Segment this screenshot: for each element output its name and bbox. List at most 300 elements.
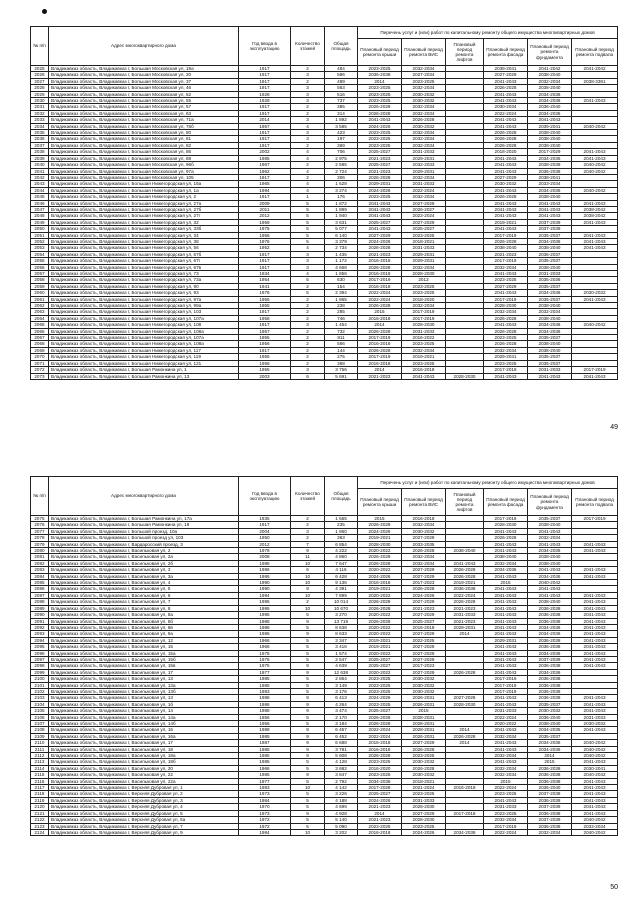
vis-period-cell: 2028-2031 <box>402 727 446 733</box>
year-built-cell: 1990 <box>239 580 291 586</box>
total-area-cell: 2 975 <box>325 155 358 161</box>
floors-cell: 4 <box>291 155 325 161</box>
row-num-cell: 2121 <box>31 810 49 816</box>
vis-period-cell: 2023-2025 <box>402 791 446 797</box>
row-num-cell: 2105 <box>31 708 49 714</box>
address-cell: Владикавказ область, Владикавказ г, Васильковая ул, 18а <box>49 753 239 759</box>
vis-period-cell: 2032-2034 <box>402 136 446 142</box>
foundation-period-cell: 2041-2043 <box>528 586 572 592</box>
vis-period-cell: 2018-2021 <box>402 238 446 244</box>
roof-period-cell: 2025-2027 <box>358 791 402 797</box>
foundation-period-cell: 2038-2040 <box>528 554 572 560</box>
row-num-cell: 2120 <box>31 804 49 810</box>
roof-period-cell: 2026-2028 <box>358 264 402 270</box>
roof-period-cell: 2025-2027 <box>358 149 402 155</box>
total-area-cell: 6 452 <box>325 733 358 739</box>
year-built-cell: 1972 <box>239 823 291 829</box>
address-cell: Владикавказ область, Владикавказ г, Большая Нижегородская ул, 67в <box>49 264 239 270</box>
roof-period-cell: 2041-2043 <box>358 206 402 212</box>
basement-period-cell: 2041-2043 <box>572 656 618 662</box>
vis-period-cell: 2026-2028 <box>402 548 446 554</box>
year-built-cell: 1972 <box>239 817 291 823</box>
row-num-cell: 2033 <box>31 117 49 123</box>
year-built-cell: 1934 <box>239 271 291 277</box>
year-built-cell: 1957 <box>239 328 291 334</box>
address-cell: Владикавказ область, Владикавказ г, Васильковая ул, 20 <box>49 765 239 771</box>
floors-cell: 2 <box>291 522 325 528</box>
total-area-cell: 5 077 <box>325 226 358 232</box>
row-num-cell: 2104 <box>31 701 49 707</box>
foundation-period-cell: 2037-2039 <box>528 219 572 225</box>
row-num-cell: 2123 <box>31 823 49 829</box>
facade-period-cell: 2041-2043 <box>484 727 528 733</box>
roof-period-cell: 2041-2043 <box>358 226 402 232</box>
foundation-period-cell: 2034-2036 <box>528 155 572 161</box>
year-built-cell: 1985 <box>239 682 291 688</box>
lifts-period-cell: 2022-2024 <box>446 592 484 598</box>
foundation-period-cell: 2034-2036 <box>528 746 572 752</box>
roof-period-cell: 2021-2023 <box>358 373 402 379</box>
vis-period-cell: 2013 <box>402 277 446 283</box>
total-area-cell: 3 270 <box>325 612 358 618</box>
year-built-cell: 2011 <box>239 206 291 212</box>
row-num-cell: 2112 <box>31 753 49 759</box>
year-built-cell: 1917 <box>239 322 291 328</box>
address-cell: Владикавказ область, Владикавказ г, Васильковая ул, 18 <box>49 746 239 752</box>
floors-cell: 10 <box>291 560 325 566</box>
facade-period-cell: 2041-2043 <box>484 631 528 637</box>
vis-period-cell: 2025-2027 <box>402 618 446 624</box>
row-num-cell: 2041 <box>31 168 49 174</box>
facade-period-cell: 2041-2043 <box>484 573 528 579</box>
facade-period-cell: 2017-2019 <box>484 258 528 264</box>
row-num-cell: 2085 <box>31 580 49 586</box>
floors-cell: 9 <box>291 586 325 592</box>
roof-period-cell: 2026-2028 <box>358 605 402 611</box>
foundation-period-cell: 2038-2040 <box>528 721 572 727</box>
total-area-cell: 4 391 <box>325 586 358 592</box>
address-cell: Владикавказ область, Владикавказ г, Большая Московская ул, 80 <box>49 130 239 136</box>
year-built-cell: 1917 <box>239 85 291 91</box>
row-num-cell: 2044 <box>31 187 49 193</box>
basement-period-cell: 2031-2033 <box>572 714 618 720</box>
address-cell: Владикавказ область, Владикавказ г, Большая Московская ул, 19а <box>49 66 239 72</box>
header-address: Адрес многоквартирного дома <box>49 477 239 516</box>
basement-period-cell: 2041-2043 <box>572 155 618 161</box>
row-num-cell: 2092 <box>31 624 49 630</box>
lifts-period-cell: 2019-2021 <box>446 580 484 586</box>
row-num-cell: 2048 <box>31 213 49 219</box>
basement-period-cell: 2040-2042 <box>572 187 618 193</box>
vis-period-cell: 2016-2018 <box>402 516 446 522</box>
foundation-period-cell: 2034-2036 <box>528 322 572 328</box>
year-built-cell: 1917 <box>239 142 291 148</box>
roof-period-cell: 2041-2043 <box>358 117 402 123</box>
floors-cell: 5 <box>291 206 325 212</box>
facade-period-cell: 2041-2043 <box>484 322 528 328</box>
year-built-cell: 1984 <box>239 829 291 835</box>
capital-repair-table-page-49 <box>30 26 618 380</box>
basement-period-cell: 2041-2043 <box>572 624 618 630</box>
total-area-cell: 3 274 <box>325 187 358 193</box>
facade-period-cell: 2041-2043 <box>484 117 528 123</box>
roof-period-cell: 2023-2025 <box>358 823 402 829</box>
year-built-cell: 1928 <box>239 91 291 97</box>
address-cell: Владикавказ область, Владикавказ г, Большая Московская ул, 88 <box>49 155 239 161</box>
roof-period-cell: 2019-2021 <box>358 586 402 592</box>
row-num-cell: 2117 <box>31 785 49 791</box>
total-area-cell: 732 <box>325 328 358 334</box>
total-area-cell: 6 854 <box>325 541 358 547</box>
row-num-cell: 2069 <box>31 347 49 353</box>
address-cell: Владикавказ область, Владикавказ г, Большая Московская ул, 96б <box>49 162 239 168</box>
foundation-period-cell: 2038-2040 <box>528 599 572 605</box>
row-num-cell: 2086 <box>31 586 49 592</box>
address-cell: Владикавказ область, Владикавказ г, Большая Московская ул, 105 <box>49 174 239 180</box>
total-area-cell: 9 136 <box>325 580 358 586</box>
row-num-cell: 2058 <box>31 277 49 283</box>
facade-period-cell: 2041-2043 <box>484 541 528 547</box>
address-cell: Владикавказ область, Владикавказ г, Васильковая ул, 5 <box>49 586 239 592</box>
address-cell: Владикавказ область, Владикавказ г, Васильковая ул, 17 <box>49 740 239 746</box>
vis-period-cell: 2028-2030 <box>402 322 446 328</box>
roof-period-cell: 2017-2019 <box>358 354 402 360</box>
facade-period-cell: 2041-2043 <box>484 373 528 379</box>
roof-period-cell: 2017-2019 <box>358 335 402 341</box>
total-area-cell: 363 <box>325 535 358 541</box>
row-num-cell: 2039 <box>31 155 49 161</box>
vis-period-cell: 2026-2028 <box>402 117 446 123</box>
header-lifts: Плановый период ремонта лифтов <box>446 489 484 516</box>
roof-period-cell: 2023-2025 <box>358 85 402 91</box>
total-area-cell: 1 574 <box>325 650 358 656</box>
facade-period-cell: 2041-2043 <box>484 618 528 624</box>
floors-cell: 4 <box>291 181 325 187</box>
row-num-cell: 2032 <box>31 110 49 116</box>
vis-period-cell: 2032-2034 <box>402 142 446 148</box>
floors-cell: 2 <box>291 315 325 321</box>
foundation-period-cell: 2038-2040 <box>528 142 572 148</box>
floors-cell: 9 <box>291 727 325 733</box>
row-num-cell: 2061 <box>31 296 49 302</box>
floors-cell: 6 <box>291 567 325 573</box>
address-cell: Владикавказ область, Владикавказ г, Большая Нижегородская ул, 90 <box>49 283 239 289</box>
facade-period-cell: 2041-2043 <box>484 226 528 232</box>
address-cell: Владикавказ область, Владикавказ г, Васильковая ул, 2а <box>49 554 239 560</box>
floors-cell: 10 <box>291 592 325 598</box>
floors-cell: 9 <box>291 631 325 637</box>
lifts-period-cell: 2031-2033 <box>446 612 484 618</box>
floors-cell: 10 <box>291 829 325 835</box>
foundation-period-cell: 2038-2040 <box>528 303 572 309</box>
floors-cell: 9 <box>291 733 325 739</box>
floors-cell: 4 <box>291 271 325 277</box>
row-num-cell: 2042 <box>31 174 49 180</box>
vis-period-cell: 2027-2029 <box>402 740 446 746</box>
facade-period-cell: 2031-2033 <box>484 708 528 714</box>
row-num-cell: 2046 <box>31 200 49 206</box>
facade-period-cell: 2032-2034 <box>484 765 528 771</box>
total-area-cell: 4 116 <box>325 567 358 573</box>
roof-period-cell: 2020-2022 <box>358 669 402 675</box>
facade-period-cell: 2038-2040 <box>484 245 528 251</box>
facade-period-cell: 2018-2020 <box>484 149 528 155</box>
facade-period-cell: 2017-2019 <box>484 296 528 302</box>
header-address: Адрес многоквартирного дома <box>49 27 239 66</box>
foundation-period-cell: 2036-2038 <box>528 765 572 771</box>
vis-period-cell: 2027-2029 <box>402 810 446 816</box>
row-num-cell: 2124 <box>31 829 49 835</box>
basement-period-cell: 2041-2042 <box>572 66 618 72</box>
row-num-cell: 2054 <box>31 251 49 257</box>
floors-cell: 3 <box>291 85 325 91</box>
floors-cell: 3 <box>291 91 325 97</box>
floors-cell: 2 <box>291 328 325 334</box>
roof-period-cell: 2015 <box>358 516 402 522</box>
address-cell: Владикавказ область, Владикавказ г, Большая Нижегородская ул, 67б <box>49 251 239 257</box>
vis-period-cell: 2030-2032 <box>402 98 446 104</box>
address-cell: Владикавказ область, Владикавказ г, Васильковая ул, 15в <box>49 663 239 669</box>
row-num-cell: 2028 <box>31 85 49 91</box>
row-num-cell: 2047 <box>31 206 49 212</box>
vis-period-cell: 2023-2024 <box>402 213 446 219</box>
basement-period-cell: 2041-2043 <box>572 637 618 643</box>
year-built-cell: 1986 <box>239 618 291 624</box>
total-area-cell: 8 633 <box>325 631 358 637</box>
row-num-cell: 2111 <box>31 746 49 752</box>
basement-period-cell: 2030-2041 <box>572 765 618 771</box>
year-built-cell: 1955 <box>239 335 291 341</box>
address-cell: Владикавказ область, Владикавказ г, Большая Рамонкина ул, 17а <box>49 516 239 522</box>
year-built-cell: 1975 <box>239 663 291 669</box>
facade-period-cell: 2028-2030 <box>484 303 528 309</box>
address-cell: Владикавказ область, Владикавказ г, Васильковая ул, 14а <box>49 714 239 720</box>
vis-period-cell: 2030-2032 <box>402 688 446 694</box>
floors-cell: 9 <box>291 663 325 669</box>
roof-period-cell: 2026-2028 <box>358 618 402 624</box>
floors-cell: 5 <box>291 213 325 219</box>
vis-period-cell: 2032-2034 <box>402 194 446 200</box>
vis-period-cell: 2017-2019 <box>402 309 446 315</box>
vis-period-cell: 2041-2043 <box>402 373 446 379</box>
roof-period-cell: 2017-2028 <box>358 785 402 791</box>
roof-period-cell: 2026-2028 <box>358 110 402 116</box>
row-num-cell: 2122 <box>31 817 49 823</box>
facade-period-cell: 2022-2024 <box>484 785 528 791</box>
floors-cell: 4 <box>291 245 325 251</box>
lifts-period-cell: 2027-2028 <box>446 695 484 701</box>
foundation-period-cell: 2041-2043 <box>528 528 572 534</box>
total-area-cell: 1 435 <box>325 251 358 257</box>
row-num-cell: 2084 <box>31 573 49 579</box>
year-built-cell: 1917 <box>239 258 291 264</box>
vis-period-cell: 2023-2025 <box>402 290 446 296</box>
year-built-cell: 1955 <box>239 367 291 373</box>
row-num-cell: 2064 <box>31 315 49 321</box>
facade-period-cell: 2041-2043 <box>484 759 528 765</box>
vis-period-cell: 2016-2018 <box>402 367 446 373</box>
basement-period-cell: 2041-2043 <box>572 695 618 701</box>
foundation-period-cell: 2041-2043 <box>528 213 572 219</box>
floors-cell: 5 <box>291 624 325 630</box>
row-num-cell: 2071 <box>31 360 49 366</box>
facade-period-cell: 2041-2043 <box>484 78 528 84</box>
foundation-period-cell: 2034-2036 <box>528 290 572 296</box>
roof-period-cell: 2014 <box>358 78 402 84</box>
row-num-cell: 2062 <box>31 303 49 309</box>
total-area-cell: 4 264 <box>325 701 358 707</box>
facade-period-cell: 2023-2025 <box>484 360 528 366</box>
vis-period-cell: 2032-2034 <box>402 264 446 270</box>
row-num-cell: 2110 <box>31 740 49 746</box>
row-num-cell: 2119 <box>31 797 49 803</box>
vis-period-cell: 2026-2031 <box>402 701 446 707</box>
address-cell: Владикавказ область, Владикавказ г, Васильковая ул, 22а <box>49 778 239 784</box>
floors-cell: 5 <box>291 644 325 650</box>
foundation-period-cell: 2038-2040 <box>528 136 572 142</box>
basement-period-cell: 2041-2043 <box>572 759 618 765</box>
floors-cell: 3 <box>291 322 325 328</box>
vis-period-cell: 2027-2029 <box>402 573 446 579</box>
foundation-period-cell: 2038-2040 <box>528 245 572 251</box>
roof-period-cell: 2016-2018 <box>358 271 402 277</box>
total-area-cell: 5 140 <box>325 817 358 823</box>
year-built-cell: 1975 <box>239 656 291 662</box>
address-cell: Владикавказ область, Владикавказ г, Большая Нижегородская ул, 16а <box>49 181 239 187</box>
header-facade: Плановый период ремонта фасада <box>484 489 528 516</box>
vis-period-cell: 2030-2032 <box>402 772 446 778</box>
total-area-cell: 10 014 <box>325 599 358 605</box>
vis-period-cell: 2016-2018 <box>402 624 446 630</box>
total-area-cell: 2 734 <box>325 245 358 251</box>
total-area-cell: 4 142 <box>325 785 358 791</box>
header-area: Общая площадь <box>325 27 358 66</box>
address-cell: Владикавказ область, Владикавказ г, Большая Рамонкина ул, 18 <box>49 522 239 528</box>
vis-period-cell: 2016-2022 <box>402 335 446 341</box>
facade-period-cell: 2041-2043 <box>484 290 528 296</box>
floors-cell: 5 <box>291 721 325 727</box>
basement-period-cell: 2040-2042 <box>572 753 618 759</box>
table-row <box>31 829 618 835</box>
floors-cell: 2 <box>291 78 325 84</box>
total-area-cell: 3 176 <box>325 688 358 694</box>
year-built-cell: 1952 <box>239 245 291 251</box>
vis-period-cell: 2023-2025 <box>402 753 446 759</box>
row-num-cell: 2099 <box>31 669 49 675</box>
foundation-period-cell: 2038-2040 <box>528 560 572 566</box>
facade-period-cell: 2026-2028 <box>484 194 528 200</box>
facade-period-cell: 2027-2029 <box>484 174 528 180</box>
vis-period-cell: 2031-2033 <box>402 149 446 155</box>
roof-period-cell: 2021-2023 <box>358 804 402 810</box>
lifts-period-cell: 2021-2023 <box>446 605 484 611</box>
total-area-cell: 3 379 <box>325 238 358 244</box>
foundation-period-cell: 2041-2043 <box>528 541 572 547</box>
facade-period-cell: 2023-2025 <box>484 791 528 797</box>
row-num-cell: 2100 <box>31 676 49 682</box>
address-cell: Владикавказ область, Владикавказ г, Большая Московская ул, 37 <box>49 78 239 84</box>
floors-cell: 2 <box>291 535 325 541</box>
address-cell: Владикавказ область, Владикавказ г, Васильковая ул, 15 <box>49 644 239 650</box>
floors-cell: 5 <box>291 714 325 720</box>
roof-period-cell: 2025-2027 <box>358 162 402 168</box>
address-cell: Владикавказ область, Владикавказ г, Верхняя Дубровая ул, 5а <box>49 817 239 823</box>
roof-period-cell: 2026-2028 <box>358 245 402 251</box>
floors-cell: 5 <box>291 612 325 618</box>
foundation-period-cell: 2036-2038 <box>528 823 572 829</box>
vis-period-cell: 2032-2034 <box>402 522 446 528</box>
vis-period-cell: 2029-2031 <box>402 251 446 257</box>
basement-period-cell: 2040-2042 <box>572 817 618 823</box>
total-area-cell: 2 724 <box>325 168 358 174</box>
total-area-cell: 4 222 <box>325 548 358 554</box>
floors-cell: 3 <box>291 264 325 270</box>
year-built-cell: 2003 <box>239 373 291 379</box>
floors-cell: 2 <box>291 174 325 180</box>
facade-period-cell: 2041-2043 <box>484 663 528 669</box>
year-built-cell: 1985 <box>239 753 291 759</box>
year-built-cell: 1986 <box>239 701 291 707</box>
address-cell: Владикавказ область, Владикавказ г, Большая Нижегородская ул, 27а <box>49 200 239 206</box>
facade-period-cell: 2031-2033 <box>484 804 528 810</box>
total-area-cell: 1 665 <box>325 516 358 522</box>
floors-cell: 2 <box>291 303 325 309</box>
roof-period-cell: 2020-2022 <box>358 592 402 598</box>
basement-period-cell: 2041-2043 <box>572 778 618 784</box>
floors-cell: 9 <box>291 695 325 701</box>
row-num-cell: 2077 <box>31 528 49 534</box>
total-area-cell: 3 781 <box>325 746 358 752</box>
roof-period-cell: 2022-2024 <box>358 727 402 733</box>
vis-period-cell: 2023-2025 <box>402 823 446 829</box>
address-cell: Владикавказ область, Владикавказ г, Большая Нижегородская ул, 73 <box>49 271 239 277</box>
row-num-cell: 2038 <box>31 149 49 155</box>
address-cell: Владикавказ область, Владикавказ г, Васильковая ул, 16а <box>49 733 239 739</box>
facade-period-cell: 2028-2030 <box>484 522 528 528</box>
foundation-period-cell: 2036-2038 <box>528 637 572 643</box>
basement-period-cell: 2041-2043 <box>572 238 618 244</box>
roof-period-cell: 2026-2028 <box>358 328 402 334</box>
row-num-cell: 2097 <box>31 656 49 662</box>
facade-period-cell: 2017-2019 <box>484 676 528 682</box>
year-built-cell: 1970 <box>239 804 291 810</box>
floors-cell: 5 <box>291 682 325 688</box>
facade-period-cell: 2041-2043 <box>484 624 528 630</box>
floors-cell: 2 <box>291 104 325 110</box>
facade-period-cell: 2030-2034 <box>484 104 528 110</box>
floors-cell: 3 <box>291 72 325 78</box>
address-cell: Владикавказ область, Владикавказ г, Большая Московская ул, 81 <box>49 136 239 142</box>
facade-period-cell: 2034-2036 <box>484 567 528 573</box>
year-built-cell: 1976 <box>239 290 291 296</box>
foundation-period-cell: 2034-2036 <box>528 573 572 579</box>
floors-cell: 9 <box>291 548 325 554</box>
address-cell: Владикавказ область, Владикавказ г, Васильковая ул, 16 <box>49 727 239 733</box>
floors-cell: 2 <box>291 162 325 168</box>
address-cell: Владикавказ область, Владикавказ г, Большая Нижегородская ул, 108а <box>49 341 239 347</box>
facade-period-cell: 2041-2043 <box>484 740 528 746</box>
address-cell: Владикавказ область, Владикавказ г, Большая Московская ул, 20 <box>49 72 239 78</box>
address-cell: Владикавказ область, Владикавказ г, Верхняя Дубровая ул, 9 <box>49 829 239 835</box>
roof-period-cell: 2026-2028 <box>358 104 402 110</box>
year-built-cell: 2012 <box>239 213 291 219</box>
foundation-period-cell: 2036-2038 <box>528 695 572 701</box>
floors-cell: 5 <box>291 804 325 810</box>
vis-period-cell: 2027-2029 <box>402 567 446 573</box>
foundation-period-cell: 2034-2036 <box>528 328 572 334</box>
roof-period-cell: 2029-2031 <box>358 181 402 187</box>
year-built-cell: 1917 <box>239 66 291 72</box>
